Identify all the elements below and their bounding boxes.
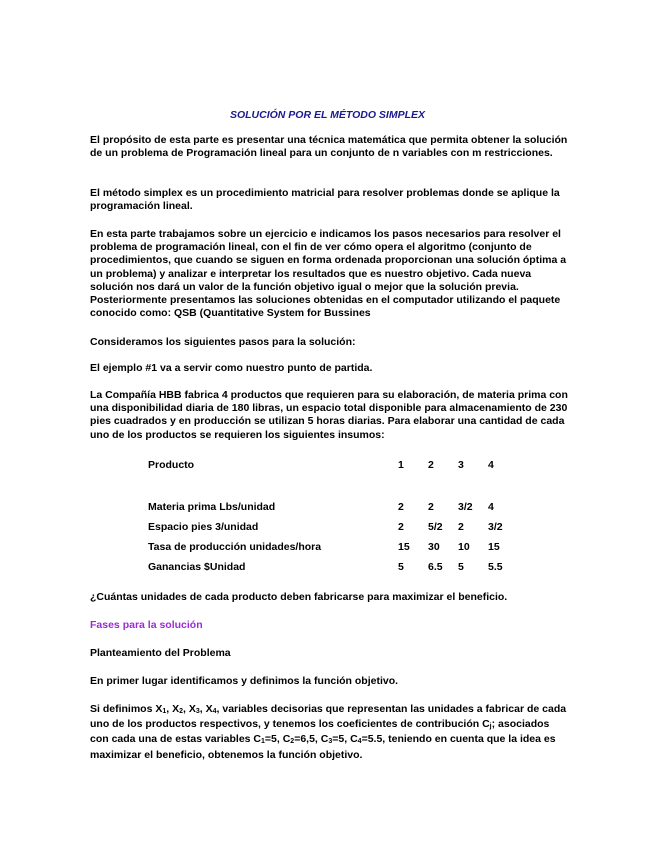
paragraph-method-description: En esta parte trabajamos sobre un ejercicio e indicamos los pasos necesarios para resolver el problema de programación lineal, con el fin de ver cómo opera el algoritmo (conjunto de procedimientos, que cuando se siguen en forma ordenada proporcionan una solución óptima a un problema) y analizar e interpretar los resultados que es nuestro objetivo. Cada nueva solución nos dará un valor de la función objetivo igual o mejor que la solución previa. Posteriormente presentamos las soluciones obtenidas en el computador utilizando el paquete conocido como: QSB (Quantitative System for Bussines: [90, 228, 567, 320]
subscript: 3: [328, 738, 333, 746]
paragraph-problem-statement: La Compañía HBB fabrica 4 productos que requieren para su elaboración, de materia prima con una disponibilidad diaria de 180 libras, un espacio total disponible para almacenamiento de 230 pies cuadrados y en producción se utilizan 5 horas diarias. Para elaborar una cantidad de cada uno de los productos se requieren los siguientes insumos:: [90, 389, 568, 441]
table-header-cell: Producto: [148, 459, 195, 471]
table-row: [148, 537, 518, 557]
subscript: 3: [195, 708, 200, 715]
paragraph-steps-intro: Consideramos los siguientes pasos para la solución:: [90, 336, 356, 348]
table-header-cell: 3: [458, 459, 464, 471]
text-span: ; asociados con cada una de estas variables C: [90, 718, 550, 746]
text-span: =5, C: [332, 733, 358, 746]
text-span: Si definimos X: [90, 703, 163, 715]
table-cell: 4: [488, 501, 494, 513]
subheading-planteamiento: Planteamiento del Problema: [90, 647, 231, 659]
paragraph-question: ¿Cuántas unidades de cada producto deben fabricarse para maximizar el beneficio.: [90, 591, 508, 603]
table-cell: Espacio pies 3/unidad: [148, 521, 259, 533]
table-cell: 5: [398, 561, 404, 573]
document-title: SOLUCIÓN POR EL MÉTODO SIMPLEX: [229, 109, 426, 121]
table-cell: Tasa de producción unidades/hora: [148, 541, 322, 553]
paragraph-simplex-definition: El método simplex es un procedimiento matricial para resolver problemas donde se aplique la programación lineal.: [90, 187, 560, 213]
paragraph-purpose: El propósito de esta parte es presentar una técnica matemática que permita obtener la solución de un problema de Programación lineal para un conjunto de n variables con m restricciones.: [90, 134, 568, 160]
text-span: =5.5, teniendo en cuenta que la idea es maximizar el beneficio, obtenemos la función objetivo.: [90, 733, 556, 761]
table-cell: 3/2: [488, 521, 503, 533]
subscript: 2: [179, 708, 184, 715]
table-cell: 2: [398, 521, 404, 533]
table-header-cell: 2: [428, 459, 434, 471]
table-cell: 5: [458, 561, 464, 573]
table-cell: 2: [458, 521, 464, 533]
paragraph-variables-definition: [90, 703, 568, 762]
table-cell: 6.5: [428, 561, 443, 573]
inputs-table: [148, 455, 518, 577]
table-header-cell: 4: [488, 459, 494, 471]
table-cell: 5/2: [428, 521, 443, 533]
table-header-cell: 1: [398, 459, 404, 471]
text-span: =6,5, C: [294, 733, 329, 746]
table-cell: Materia prima Lbs/unidad: [148, 501, 276, 513]
text-span: , X: [183, 703, 196, 715]
table-cell: Ganancias $Unidad: [148, 561, 246, 573]
table-row: [148, 497, 518, 517]
table-row: [148, 557, 518, 577]
table-cell: 2: [428, 501, 434, 513]
subscript: 1: [261, 738, 265, 746]
table-cell: 15: [488, 541, 500, 553]
table-cell: 2: [398, 501, 404, 513]
subscript: 2: [290, 738, 295, 746]
text-span: , X: [199, 703, 213, 715]
paragraph-example-intro: El ejemplo #1 va a servir como nuestro punto de partida.: [90, 362, 373, 374]
paragraph-objective-intro: En primer lugar identificamos y definimos la función objetivo.: [90, 675, 399, 687]
table-cell: 10: [458, 541, 470, 553]
text-span: =5, C: [264, 733, 291, 746]
table-cell: 15: [398, 541, 410, 553]
subscript: 1: [162, 708, 167, 715]
text-span: , X: [166, 703, 180, 715]
subscript: 4: [357, 738, 362, 746]
table-cell: 30: [428, 541, 440, 553]
text-span: , variables decisorias que representan las unidades a fabricar de cada uno de los productos respectivos, y tenemos los coeficientes de contribución C: [90, 703, 567, 731]
subscript: j: [489, 723, 492, 731]
subscript: 4: [212, 708, 217, 715]
table-cell: 3/2: [458, 501, 473, 513]
table-spacer-row: [148, 475, 518, 497]
section-heading-fases: Fases para la solución: [90, 619, 203, 631]
table-header-row: [148, 455, 518, 475]
table-row: [148, 517, 518, 537]
table-cell: 5.5: [488, 561, 503, 573]
